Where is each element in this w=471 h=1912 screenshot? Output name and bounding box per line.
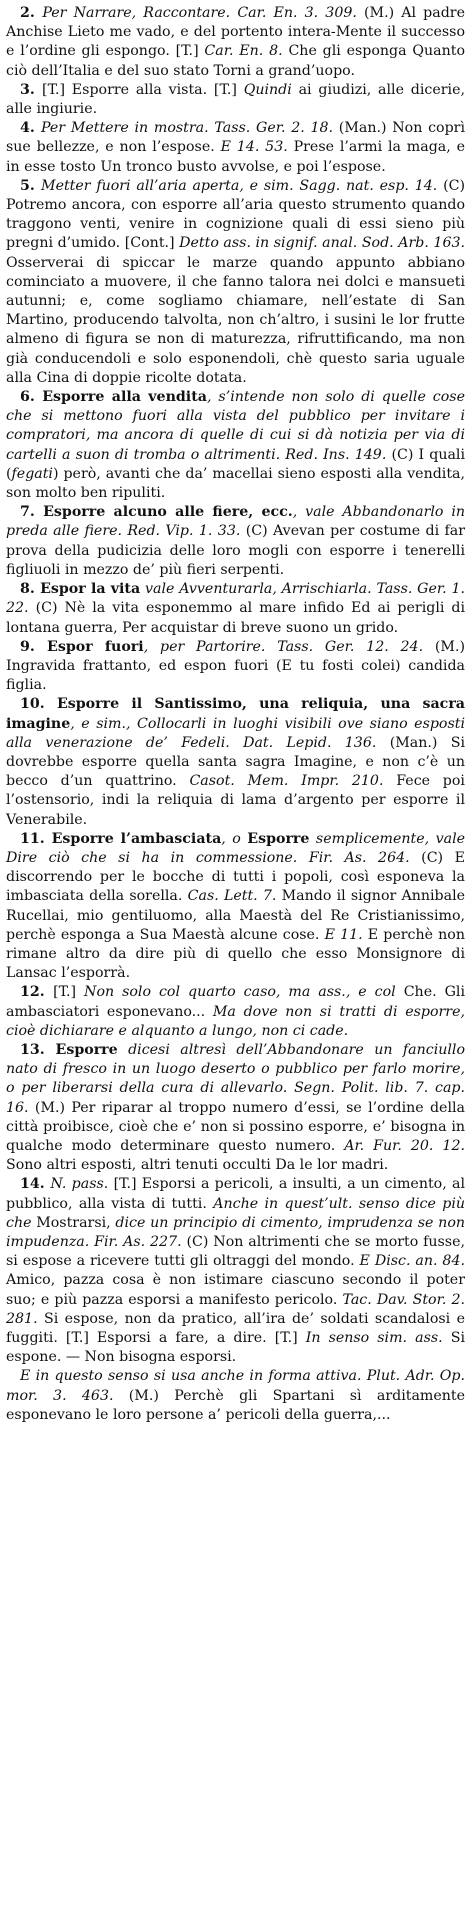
- definition-or-citation: Detto ass. in signif. anal. Sod. Arb. 163.: [179, 235, 466, 252]
- entry-text: (M.) Ingravida frattanto, ed espon fuori (E tu fosti colei) candida figlia.: [6, 638, 465, 694]
- entry-text: Che. Gli ambasciatori esponevano...: [6, 984, 465, 1020]
- definition-or-citation: , e sim., Collocarli in luoghi visibili ove siano esposti alla venerazione de’ Fedeli. Dat. Lepid. 136.: [6, 715, 465, 751]
- dictionary-page: [6, 4, 465, 1425]
- entry-phrase: Esporre: [247, 830, 310, 847]
- sense-number: 10.: [20, 696, 57, 713]
- entry-text: (Man.) Non coprì sue bellezze, e non l’espose.: [6, 120, 465, 156]
- definition-or-citation: , vale Abbandonarlo in preda alle fiere. Red. Vip. 1. 33.: [6, 504, 465, 540]
- sense-number: 11.: [20, 830, 52, 847]
- entry-text: Prese l’armi la maga, e in esse tosto Un tronco busto avvolse, e poi l’espose.: [6, 139, 465, 175]
- dictionary-entry-sense-13: [6, 1041, 465, 1175]
- entry-text: ai giudizi, alle dicerie, alle ingiurie.: [6, 81, 465, 118]
- dictionary-entry-sense-8: [6, 580, 465, 638]
- definition-or-citation: Non solo col quarto caso, ma ass., e col: [84, 984, 396, 1001]
- dictionary-entry-sense-9: [6, 638, 465, 696]
- sense-number: 7.: [20, 504, 44, 521]
- entry-text: Si espone. — Non bisogna esporsi.: [6, 1330, 465, 1366]
- entry-text: E perchè non rimane altro da dire più di quello che esso Monsignore di Lansac l’esporrà.: [6, 926, 465, 982]
- definition-or-citation: Cas. Lett. 7.: [187, 888, 277, 905]
- definition-or-citation: N. pass.: [50, 1176, 109, 1193]
- entry-text: Che gli esponga Quanto ciò dell’Italia e del suo stato Torni a grand’uopo.: [6, 43, 466, 79]
- dictionary-entry-sense-11: [6, 830, 465, 984]
- sense-number: 9.: [20, 638, 48, 655]
- dictionary-entry-sense-7: [6, 503, 465, 580]
- definition-or-citation: E 11.: [324, 926, 363, 943]
- entry-phrase: Esporre l’ambasciata: [51, 830, 222, 847]
- sense-number: 2.: [20, 5, 43, 21]
- sense-number: 12.: [20, 984, 54, 1001]
- entry-text: (C) Non altrimenti che se morto fusse, si espose a ricevere tutti gli oltraggi del mondo.: [6, 1234, 465, 1270]
- dictionary-entry-sense-14: [6, 1175, 465, 1367]
- definition-or-citation: dicesi altresì dell’Abbandonare un fanciullo nato di fresco in un luogo deserto o pubblico per farlo morire, o per liberarsi della cura di allevarlo. Segn. Polit. lib. 7. cap. 16.: [6, 1041, 465, 1116]
- entry-text: (Man.) Si dovrebbe esporre quella santa sagra Imagine, e non c’è un becco d’un quattrino.: [6, 734, 465, 790]
- definition-or-citation: , per Partorire. Tass. Ger. 12. 24.: [143, 638, 424, 655]
- entry-text: Mostrarsi,: [31, 1214, 116, 1231]
- entry-text: (C) Nè la vita esponemmo al mare infido Ed ai perigli di lontana guerra, Per acquistar di breve suono un grido.: [6, 600, 465, 636]
- definition-or-citation: Anche in quest’ult. senso dice più che: [6, 1195, 465, 1231]
- sense-number: 13.: [20, 1041, 56, 1058]
- entry-phrase: Esporre alla vendita: [42, 389, 207, 406]
- definition-or-citation: dice un principio di cimento, imprudenza se non impudenza. Fir. As. 227.: [6, 1214, 465, 1250]
- entry-text: (M.) Perchè gli Spartani sì arditamente esponevano le loro persone a’ pericoli della guerra,...: [6, 1387, 465, 1423]
- entry-phrase: Espor fuori: [47, 638, 144, 655]
- entry-text: [T.]: [53, 984, 85, 1001]
- definition-or-citation: Ar. Fur. 20. 12.: [344, 1137, 465, 1154]
- entry-text: Osserverai di spiccar le marze quando appunto abbiano cominciato a muovere, il che fanno talora nei dolci e mansueti autunni; e, come sogliamo chiamare, nell’estate di San Martino, producendo talvolta, non ch’altro, i susini le lor frutte almeno di figura se non di maturezza, rifruttificando, ma non già conducendoli e solo esponendoli, chè questo saria uguale alla Cina di doppie ricolte dotata.: [6, 254, 465, 386]
- entry-text: (C) E discorrendo per le bocche di tutti i popoli, così esponeva la imbasciata della sorella.: [6, 849, 465, 905]
- definition-or-citation: Ma dove non si tratti di esporre, cioè dichiarare e alquanto a lungo, non ci cade.: [6, 1003, 465, 1039]
- sense-number: 3.: [20, 81, 43, 98]
- entry-text: (M.) Al padre Anchise Lieto me vado, e del portento intera-Mente il successo e l’ordine gli espongo. [T.]: [6, 5, 465, 60]
- entry-text: Amico, pazza cosa è non istimare ciascuno secondo il poter suo; e più pazza esporsi a manifesto pericolo.: [6, 1272, 465, 1308]
- entry-phrase: Esporre il Santissimo, una reliquia, una sacra imagine: [6, 696, 465, 732]
- entry-text: Fece poi l’ostensorio, indi la reliquia di lama d’argento per esporre il Venerabile.: [6, 773, 465, 828]
- entry-phrase: Esporre alcuno alle fiere, ecc.: [43, 504, 293, 521]
- definition-or-citation: E Disc. an. 84.: [359, 1253, 465, 1270]
- dictionary-entry-sense-6: [6, 388, 465, 503]
- entry-text: [T.] Esporre alla vista. [T.]: [42, 81, 244, 98]
- definition-or-citation: Per Mettere in mostra. Tass. Ger. 2. 18.: [41, 120, 334, 137]
- entry-text: Sono altri esposti, altri tenuti occulti Da le lor madri.: [6, 1157, 389, 1174]
- definition-or-citation: Metter fuori all’aria aperta, e sim. Sagg. nat. esp. 14.: [41, 177, 438, 194]
- definition-or-citation: Per Narrare, Raccontare. Car. En. 3. 309.: [42, 5, 357, 21]
- definition-or-citation: E 14. 53.: [220, 139, 288, 156]
- definition-or-citation: In senso sim. ass.: [305, 1330, 443, 1347]
- dictionary-entry-sense-3: [6, 81, 465, 119]
- sense-number: 14.: [20, 1176, 51, 1193]
- definition-or-citation: Quindi: [243, 81, 292, 98]
- definition-or-citation: semplicemente, vale Dire ciò che si ha in commessione. Fir. As. 264.: [6, 830, 466, 866]
- entry-text: Si espose, non da pratico, all’ira de’ soldati scandalosi e fuggiti. [T.] Esporsi a fare, a dire. [T.]: [6, 1310, 465, 1347]
- entry-text: (C) Potremo ancora, con esporre all’aria questo strumento quando traggono venti, venire in cognizione quali di essi sieno più pregni d’umido. [Cont.]: [6, 177, 465, 252]
- definition-or-citation: , s’intende non solo di quelle cose che si mettono fuori alla vista del pubblico per invitare i compratori, ma ancora di quelle di cui si dà notizia per via di cartelli a suon di tromba o altrimenti. Red. Ins. 149.: [6, 389, 465, 463]
- definition-or-citation: Tac. Dav. Stor. 2. 281.: [6, 1291, 465, 1327]
- dictionary-entry-sense-14-active: [6, 1367, 465, 1425]
- entry-text: [T.] Esporsi a pericoli, a insulti, a un cimento, al pubblico, alla vista di tutti.: [6, 1176, 465, 1212]
- dictionary-entry-sense-2: [6, 4, 465, 81]
- entry-text: (C) Avevan per costume di far prova della pudicizia delle loro mogli con esporre i tenerelli figliuoli in mezzo de’ più fieri serpenti.: [6, 523, 465, 578]
- definition-or-citation: E in questo senso si usa anche in forma attiva. Plut. Adr. Op. mor. 3. 463.: [6, 1368, 465, 1404]
- definition-or-citation: , o: [221, 830, 248, 847]
- sense-number: 5.: [20, 177, 42, 194]
- sense-number: 4.: [20, 120, 41, 137]
- entry-text: ) però, avanti che da’ macellai sieno esposti alla vendita, son molto ben ripuliti.: [6, 465, 465, 502]
- dictionary-entry-sense-5: [6, 177, 465, 388]
- entry-phrase: Espor la vita: [40, 581, 141, 598]
- entry-text: (C) I quali (: [6, 446, 466, 482]
- definition-or-citation: Casot. Mem. Impr. 210.: [189, 773, 384, 790]
- entry-text: (M.) Per riparar al troppo numero d’essi, se l’ordine della città proibisce, cioè che e’ non si possino esporre, e’ bisogna in qualche modo determinare questo numero.: [6, 1099, 465, 1154]
- sense-number: 6.: [20, 389, 43, 406]
- definition-or-citation: fegati: [11, 465, 53, 482]
- entry-text: Mando il signor Annibale Rucellai, mio gentiluomo, alla Maestà del Re Cristianissimo, perchè esponga a Sua Maestà alcune cose.: [6, 888, 466, 943]
- definition-or-citation: Car. En. 8.: [204, 43, 283, 60]
- entry-phrase: Esporre: [55, 1041, 118, 1058]
- dictionary-entry-sense-12: [6, 983, 465, 1041]
- definition-or-citation: vale Avventurarla, Arrischiarla. Tass. Ger. 1. 22.: [6, 581, 465, 617]
- dictionary-entry-sense-10: [6, 695, 465, 829]
- sense-number: 8.: [20, 581, 41, 598]
- dictionary-entry-sense-4: [6, 119, 465, 177]
